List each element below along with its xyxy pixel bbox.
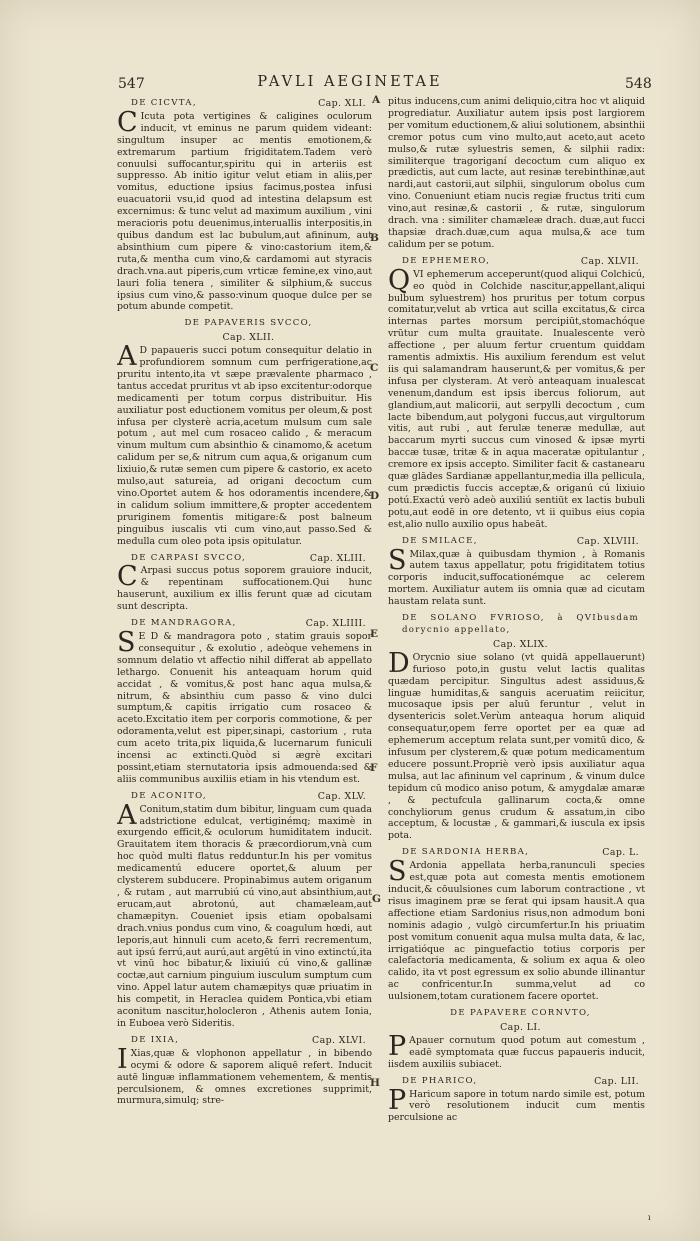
chapter-number: Cap. XLVI.: [312, 1034, 366, 1046]
chapter-text: Apauer cornutum quod potum aut comestum , eadē symptomata quæ fuccus papaueris inducit, iisdem auxiliis subiacet.: [388, 1034, 645, 1070]
chapter: [388, 534, 645, 608]
chapter-heading: [117, 791, 372, 803]
margin-letter: B: [370, 232, 379, 244]
chapter-title: DE MANDRAGORA,: [131, 618, 237, 629]
chapter: [117, 316, 372, 547]
chapter-heading: [388, 1076, 645, 1088]
chapter-text: Orycnio siue solano (vt quidā appellauerunt) furioso poto,in gustu velut lactis qualitas quædam percipitur. Singultus adest assiduus,& linguæ humiditas,& sanguis aceruatim reiicitur, mucosaque ipsis per aluū feruntur , velut in dysentericis solet.Verùm anteaqua horum aliquid consequatur,opem ferre oportet per ea quæ ad ephemerum acceptum relata sunt,per vomitū dico, & infusum per clysterem,& quæ potum medicamentum educere possunt.Propriè verò ipsis auxiliatur aqua mulsa, aut lac afininum vel caprinum , & vinum dulce tepidum cū modico aniso potum, & amygdalæ amaræ , & pectufcula gallinarum cocta,& omne conchyliorum genus crudum & assatum,in cibo acceptum, & locustæ , & gammari,& iuscula ex ipsis pota.: [388, 651, 645, 842]
running-head: PAVLI AEGINETAE: [257, 74, 443, 90]
margin-letter: F: [370, 762, 378, 774]
chapter-text: E D & mandragora poto , statim grauis sopor consequitur , & exolutio , adeòque vehemens in somnum delatio vt affectio nihil differat ab appellato lethargo. Conuenit his anteaquam horum quid accidat , & vomitus,& post hanc aqua mulsa,& nitrum, & absinthiu cum passo & vino dulci sumptum,& capitis irrigatio cum rosaceo & aceto.Excitatio item per corporis commotione, & per odoramenta,velut est piper,sinapi, castorium , ruta cum aceto trita,pix liquida,& lucernarum funiculi incensi ac extincti.Quòd si ægrè excitari possint,etiam sternutatoria ipsis admouenda:sed & aliis communibus auxiliis etiam in his vtendum est.: [117, 630, 372, 785]
chapter: [388, 254, 645, 531]
drop-cap: C: [117, 106, 138, 138]
chapter: [388, 845, 645, 1003]
chapter: [117, 616, 372, 786]
margin-letter: A: [372, 94, 381, 106]
chapter-title: DE ACONITO,: [131, 790, 207, 801]
drop-cap: D: [388, 647, 410, 679]
chapter-number: Cap. LI.: [500, 1021, 541, 1033]
chapter-text: Milax,quæ à quibusdam thymion , à Romanis autem taxus appellatur, potu frigiditatem totius corporis inducit,suffocationémque ac celerem mortem. Auxiliatur autem iis omnia quæ ad cicutam haustam relata sunt.: [388, 548, 645, 608]
chapter-heading: [117, 618, 372, 630]
chapter: [388, 611, 645, 842]
chapter-title: DE PAPAVERE CORNVTO,: [450, 1008, 591, 1019]
chapter-title: DE SMILACE,: [402, 535, 478, 546]
chapter: [117, 1033, 372, 1107]
chapter-number: Cap. XLIX.: [493, 638, 548, 650]
chapter-title: DE EPHEMERO,: [402, 255, 491, 266]
drop-cap: S: [388, 544, 407, 576]
chapter-title: DE CICVTA,: [131, 98, 197, 108]
margin-letter: D: [370, 490, 380, 502]
chapter-number: Cap. XLII.: [222, 332, 275, 344]
chapter-number: Cap. XLV.: [317, 790, 366, 802]
chapter-text: Xias,quæ & vlophonon appellatur , in bibendo ocymi & odore & saporem aliquē refert. Inducit autē linguæ inflammationem vehementem, & mentis perculsionem, & omnes excretiones supprimit, murmura,simulq; stre-: [117, 1047, 372, 1107]
chapter-text: Haricum sapore in totum nardo simile est, potum verò resolutionem inducit cum mentis perculsione ac: [388, 1088, 645, 1124]
chapter-continuation: [388, 96, 645, 251]
chapter-text: Arpasi succus potus soporem grauiore inducit, & repentinam suffocationem.Qui hunc hauserunt, auxilium ex illis ferunt quæ ad cicutam sunt descripta.: [117, 565, 372, 613]
chapter-number: Cap. XLI.: [318, 98, 366, 109]
chapter: [388, 1074, 645, 1125]
chapter-heading: [388, 847, 645, 859]
chapter-text: Conitum,statim dum bibitur, linguam cum quada adstrictione edulcat, vertiginémq; maximè in exurgendo efficit,& oculorum humiditatem inducit. Grauitatem item thoracis & præcordiorum,vnà cum hoc quòd multi flatus redduntur.In his per vomitus medicamentú educere oportet,& aluum per clysterem subducere. Propinabimus autem origanum , & rutam , aut marrubiú cú vino,aut absinthium,aut erucam,aut abrotonú, aut chamæleam,aut chamæpityn. Coueniet ipsis etiam opobalsami drach.vnius pondus cum vino, & coagulum hœdi, aut leporis,aut hinnuli cum aceto,& ferri recrementum, aut ipsú ferrú,aut aurú,aut argētú in vino extinctú,ita vt vinū hoc bibatur,& lixiuiú cú vino,& gallinæ coctæ,aut carnium pinguium iusculum sumptum cum vino. Appel latur autem chamæpitys quæ priuatim in his competit, in Heraclea quidem Pontica,vbi etiam aconitum nascitur,holocleron , Athenis autem Ionia, in Euboea verò Sideritis.: [117, 803, 372, 1029]
drop-cap: C: [117, 561, 138, 593]
page-number-left: 547: [118, 76, 145, 92]
chapter-title: DE PHARICO,: [402, 1075, 478, 1086]
chapter-text: pitus inducens,cum animi deliquio,citra hoc vt aliquid progrediatur. Auxiliatur autem ipsis post largiorem per vomitum eductionem,& aliui solutionem, absinthii cremor potus cum vino multo,aut aceto,aut aceto mulso,& rutæ syluestris semen, & silphii radix: similiterque tragoriganí decoctum cum aliquo ex prædictis, aut cum lacte, aut resinæ terebinthinæ,aut nardi,aut castorii,aut silphii, singulorum obolus cum vino. Conueniunt etiam nucis regiæ fructus triti cum vino,aut resinæ,& castorii , & rutæ, singulorum drach. vna : similiter chamæleæ drach. duæ,aut fucci thapsiæ drach.duæ,cum aqua mulsa,& ace tum calidum per se potum.: [388, 96, 645, 250]
drop-cap: S: [117, 626, 136, 658]
chapter-number: Cap. LII.: [594, 1075, 639, 1087]
drop-cap: A: [117, 341, 137, 373]
chapter-heading: [117, 98, 372, 110]
chapter-text: D papaueris succi potum consequitur delatio in profundiorem somnum cum perfrigeratione,ac pruritu intento,ita vt sæpe prævalente pharmaco , tantus accedat pruritus vt ab ipso excitentur:odorque medicamenti per totum corpus distribuitur. His auxiliatur post eductionem vomitus per oleum,& post infusa per clysterè acria,acetum mulsum cum sale potum , aut mel cum rosaceo calido , & meracum vinum multum cum absinthio & cinamomo,& acetum calidum per se,& nitrum cum aqua,& origanum cum lixiuio,& rutæ semen cum pipere & castorio, ex aceto mulso,aut satureia, ad origani decoctum cum vino.Oportet autem & hos odoramentis incendere,& in calidum solium immittere,& propter accedentem pruriginem fomentis mitigare:& post balneum pinguibus iuscalis vti cum vino,aut passo.Sed & medulla cum oleo pota ipsis opitulatur.: [117, 345, 372, 547]
margin-letter: C: [370, 362, 379, 374]
chapter-heading: [117, 1035, 372, 1047]
margin-letter: G: [372, 893, 381, 905]
chapter-number: Cap. L.: [602, 847, 639, 859]
margin-letter: E: [370, 628, 379, 640]
drop-cap: P: [388, 1030, 407, 1062]
chapter-title: DE SOLANO FVRIOSO, à QVIbusdam dorycnio appellato,: [402, 613, 639, 635]
corner-mark: ı: [648, 1213, 651, 1222]
drop-cap: I: [117, 1043, 128, 1075]
chapter-heading: [388, 1008, 645, 1020]
chapter-title: DE SARDONIA HERBA,: [402, 847, 530, 858]
chapter: [117, 789, 372, 1030]
right-column: [388, 96, 645, 1127]
chapter-heading: [388, 256, 645, 268]
chapter: [117, 96, 372, 313]
chapter-text: Icuta pota vertigines & caligines oculorum inducit, vt eminus ne parum quidem videant: singultum insuper ac mentis emotionem,& extremarum partium frigiditatem.Tadem verò conuulsi suffocantur,spiritu qui in arteriis est suppresso. Ab initio igitur velut etiam in aliis,per vomitus, eductione ipsius facimus,postea infusi euacuatorii vsu,id quod ad intestina delapsum est excernimus: & tunc velut ad maximum auxilium , vini meracioris potu deuenimus,interuallis interpositis,in quibus dandum est lac bubulum,aut afininum, aut absinthium cum pipere & vino:castorium item,& ruta,& mentha cum vino,& cardamomi aut styracis drach.vna.aut piperis,cum vrticæ femine,ex vino,aut lauri folia tenera , similiter & silphium,& succus ipsius cum vino,& passo:vinum quoque dulce per se potum abunde competit.: [117, 110, 372, 313]
chapter-text: Ardonia appellata herba,ranunculi species est,quæ pota aut comesta mentis emotionem inducit,& cōuulsiones cum laborum contractione , vt risus imaginem præ se ferat qui ipsam hausit.A qua affectione etiam Sardonius risus,non admodum boni nominis adagio , vulgò circumfertur.In his priuatim post vomitum conuenit aqua mulsa multa data, & lac, irrigatióque ac pinguefactio totius corporis per calefactoria medicamenta, & solium ex aqua & oleo calido, ita vt post egressum ex solio abunde illinantur ac confricentur.In summa,velut ad co uulsionem,totam curationem facere oportet.: [388, 860, 645, 1003]
chapter-heading: [117, 318, 372, 330]
chapter-heading: [388, 536, 645, 548]
drop-cap: S: [388, 856, 407, 888]
chapter-number: Cap. XLIIII.: [305, 618, 366, 630]
chapter: [388, 1006, 645, 1071]
chapter-text: VI ephemerum acceperunt(quod aliqui Colchicú, eo quòd in Colchide nascitur,appellant,aliqui bulbum syluestrem) hos pruritus per totum corpus comitatur,velut ab vrtica aut scilla excitatus,& circa internas partes morsum percipiūt,stomachóque vrūtur cum multa grauitate. Inualescente verò affectione , per aluum fertur cruentum quiddam ramentis admixtis. His auxilium ferendum est velut iis qui salamandram hauserunt,& per vomitus,& per infusa per clysteram. At verò anteaquam inualescat venenum,dandum est ipsis ibercus foliorum, aut glandium,aut malicorii, aut serpylli decoctum , cum lacte bibendum,aut polygoni fuccus,aut virgultorum vitis, aut rubi , aut ferulæ teneræ medullæ, aut baccarum myrti succus cum vinosed & ipsæ myrti baccæ tusæ, tritæ & in aqua maceratæ opitulantur , cremore ex ipsis accepto. Similiter facit & castanearu quæ glādes Sardianæ appellantur,media illa pellicula, cum prædictis fuccis acceptæ,& origanú cú lixiuio potú.Exactú verò adeò auxiliú sentiūt ex lactis bubuli potu,aut eodē in ore detento, vt ii quibus eius copia est,alio nullo auxilio opus habeāt.: [388, 268, 645, 530]
drop-cap: P: [388, 1084, 407, 1116]
page-number-right: 548: [625, 76, 652, 92]
chapter-title: DE PAPAVERIS SVCCO,: [184, 318, 313, 329]
chapter-number: Cap. XLVIII.: [576, 535, 639, 547]
chapter: [117, 551, 372, 614]
left-column: [117, 96, 372, 1110]
chapter-number: Cap. XLIII.: [309, 552, 366, 564]
chapter-heading: [388, 613, 645, 637]
chapter-heading: [117, 553, 372, 565]
drop-cap: Q: [388, 264, 411, 296]
drop-cap: A: [117, 799, 137, 831]
margin-letter: H: [370, 1077, 380, 1089]
chapter-title: DE CARPASI SVCCO,: [131, 552, 246, 563]
chapter-title: DE IXIA,: [131, 1034, 180, 1045]
chapter-number: Cap. XLVII.: [580, 255, 639, 267]
